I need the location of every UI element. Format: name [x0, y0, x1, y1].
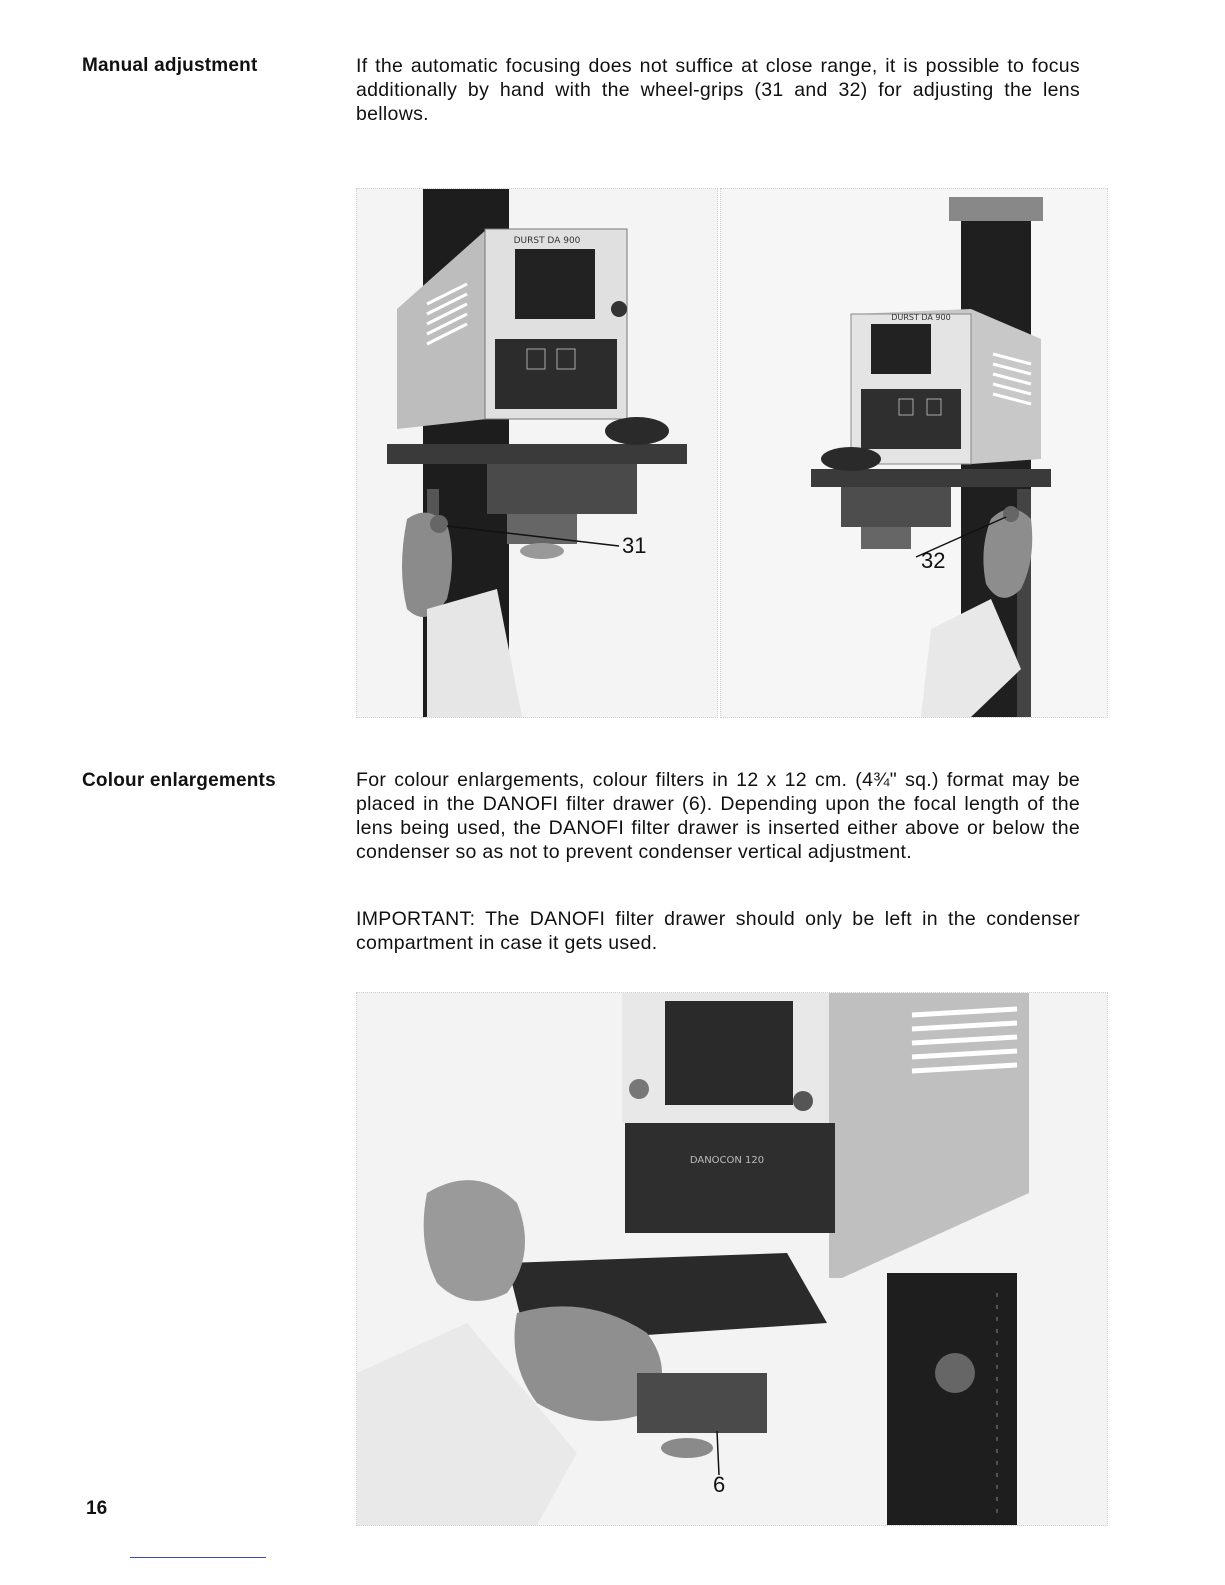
- important-note-paragraph: IMPORTANT: The DANOFI filter drawer should only be left in the condenser compartment in case it gets used.: [356, 908, 1080, 954]
- callout-31: 31: [622, 533, 647, 558]
- photo-manual-adjustment-right: [720, 188, 1108, 718]
- callout-6: 6: [713, 1472, 726, 1497]
- svg-text:DURST DA 900: DURST DA 900: [891, 313, 951, 322]
- section-heading-colour-enlargements: Colour enlargements: [82, 770, 276, 791]
- svg-text:DANOCON 120: DANOCON 120: [689, 1155, 765, 1166]
- section-heading-manual-adjustment: Manual adjustment: [82, 55, 258, 76]
- svg-text:DURST DA 900: DURST DA 900: [513, 236, 581, 246]
- footer-rule: [130, 1557, 266, 1558]
- manual-adjustment-paragraph: If the automatic focusing does not suffice at close range, it is possible to focus additionally by hand with the wheel-grips (31 and 32) for adjusting the lens bellows.: [356, 55, 1080, 125]
- colour-enlargements-paragraph: For colour enlargements, colour filters in 12 x 12 cm. (4¾" sq.) format may be placed in the DANOFI filter drawer (6). Depending upon the focal length of the lens being used, the DANOFI filter drawer is inserted either above or below the condenser so as not to prevent condenser vertical adjustment.: [356, 769, 1080, 863]
- photo-colour-filter-drawer: [356, 992, 1108, 1526]
- photo-manual-adjustment-left: [356, 188, 718, 718]
- callout-32: 32: [921, 548, 946, 573]
- page-number: 16: [86, 1498, 108, 1519]
